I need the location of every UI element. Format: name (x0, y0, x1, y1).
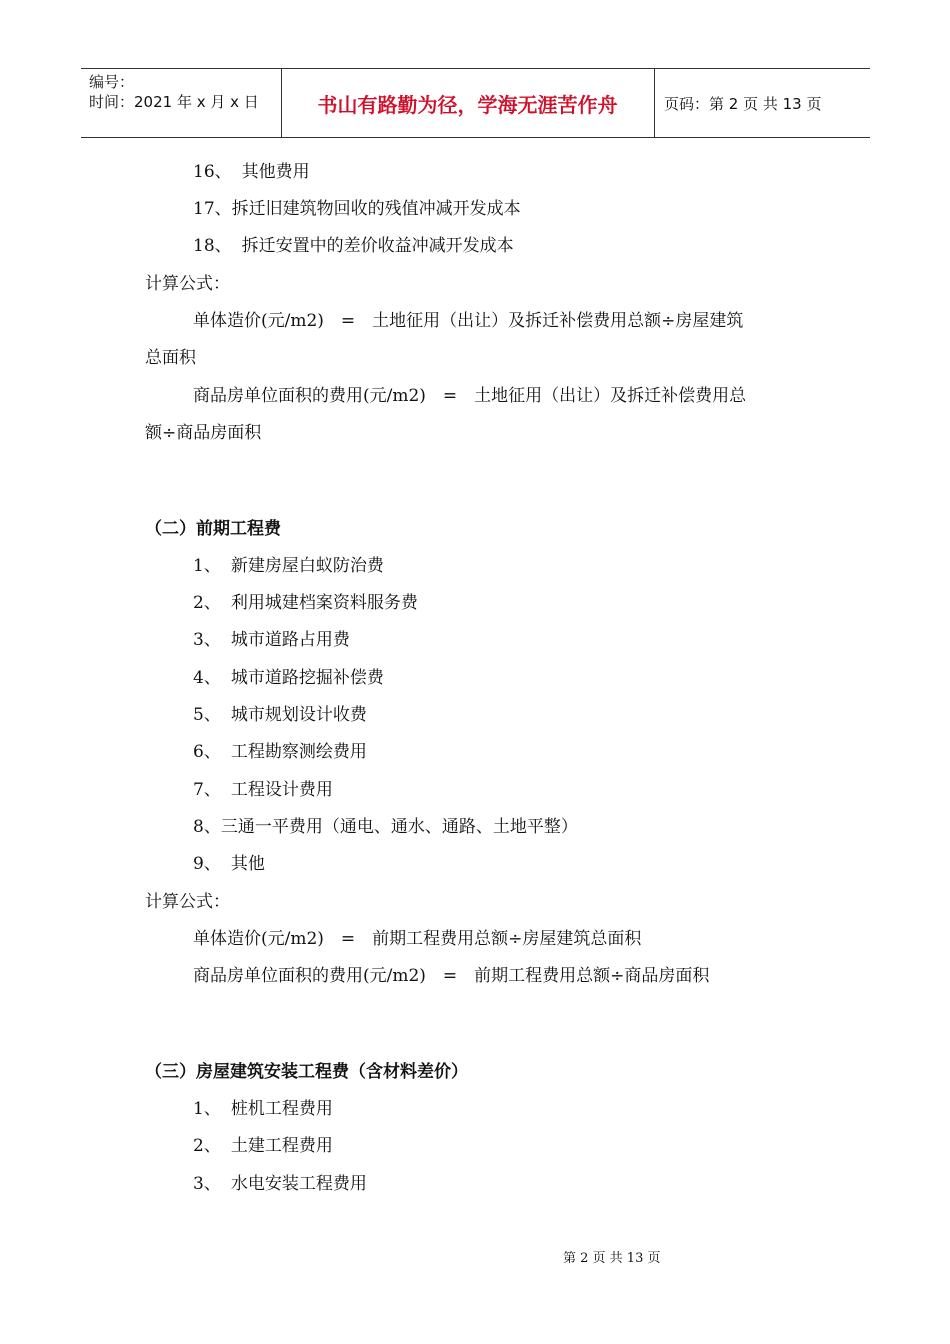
list-item (193, 779, 333, 801)
section-heading: （三）房屋建筑安装工程费（含材料差价） (145, 1062, 468, 1082)
formula-label: 计算公式： (145, 274, 230, 294)
list-item (193, 198, 521, 220)
number-label: 编号： (89, 73, 135, 91)
formula-line: 额÷商品房面积 (145, 423, 262, 443)
item-number: 17、 (193, 199, 232, 219)
list-item (193, 816, 578, 838)
item-number: 9、 (193, 854, 221, 874)
item-text: 利用城建档案资料服务费 (230, 593, 418, 613)
item-text: 新建房屋白蚁防治费 (230, 556, 384, 576)
time-label: 时间：2021 年 x 月 x 日 (89, 93, 259, 111)
formula-line: 商品房单位面积的费用(元/m2) = 土地征用（出让）及拆迁补偿费用总 (193, 386, 747, 406)
item-text: 工程设计费用 (230, 780, 333, 800)
formula-label: 计算公式： (145, 892, 230, 912)
item-text: 其他费用 (241, 162, 310, 182)
list-item (193, 1173, 367, 1195)
list-item (193, 235, 514, 257)
list-item (193, 1135, 333, 1157)
formula-line: 商品房单位面积的费用(元/m2) = 前期工程费用总额÷商品房面积 (193, 966, 710, 986)
page-info: 页码：第 2 页 共 13 页 (664, 94, 822, 113)
item-text: 工程勘察测绘费用 (230, 742, 367, 762)
footer-page-number: 第 2 页 共 13 页 (563, 1251, 661, 1266)
item-text: 桩机工程费用 (230, 1099, 333, 1119)
formula-line: 单体造价(元/m2) = 前期工程费用总额÷房屋建筑总面积 (193, 929, 642, 949)
list-item (193, 741, 367, 763)
item-number: 16、 (193, 162, 232, 182)
item-text: 城市道路占用费 (230, 630, 350, 650)
item-number: 1、 (193, 1099, 221, 1119)
item-text: 水电安装工程费用 (230, 1174, 367, 1194)
item-number: 7、 (193, 780, 221, 800)
list-item (193, 555, 384, 577)
header-meta (81, 69, 282, 137)
item-text: 城市道路挖掘补偿费 (230, 668, 384, 688)
list-item (193, 592, 418, 614)
list-item (193, 161, 310, 183)
motto: 书山有路勤为径，学海无涯苦作舟 (317, 92, 618, 117)
item-number: 4、 (193, 668, 221, 688)
item-text: 城市规划设计收费 (230, 705, 367, 725)
item-text: 土建工程费用 (230, 1136, 333, 1156)
item-text: 其他 (230, 854, 265, 874)
item-number: 1、 (193, 556, 221, 576)
item-number: 8、 (193, 817, 221, 837)
item-text: 拆迁旧建筑物回收的残值冲减开发成本 (231, 199, 521, 219)
page-header (81, 68, 870, 138)
item-number: 2、 (193, 1136, 221, 1156)
item-number: 2、 (193, 593, 221, 613)
item-number: 3、 (193, 1174, 221, 1194)
section-heading: （二）前期工程费 (145, 519, 281, 539)
header-motto-cell (281, 69, 655, 137)
item-number: 5、 (193, 705, 221, 725)
formula-line: 单体造价(元/m2) = 土地征用（出让）及拆迁补偿费用总额÷房屋建筑 (193, 311, 744, 331)
list-item (193, 704, 367, 726)
item-number: 6、 (193, 742, 221, 762)
list-item (193, 629, 350, 651)
formula-line: 总面积 (145, 348, 196, 368)
list-item (193, 1098, 333, 1120)
item-text: 拆迁安置中的差价收益冲减开发成本 (241, 236, 514, 256)
item-number: 3、 (193, 630, 221, 650)
list-item (193, 853, 265, 875)
list-item (193, 667, 384, 689)
item-text: 三通一平费用（通电、通水、通路、土地平整） (220, 817, 578, 837)
item-number: 18、 (193, 236, 232, 256)
